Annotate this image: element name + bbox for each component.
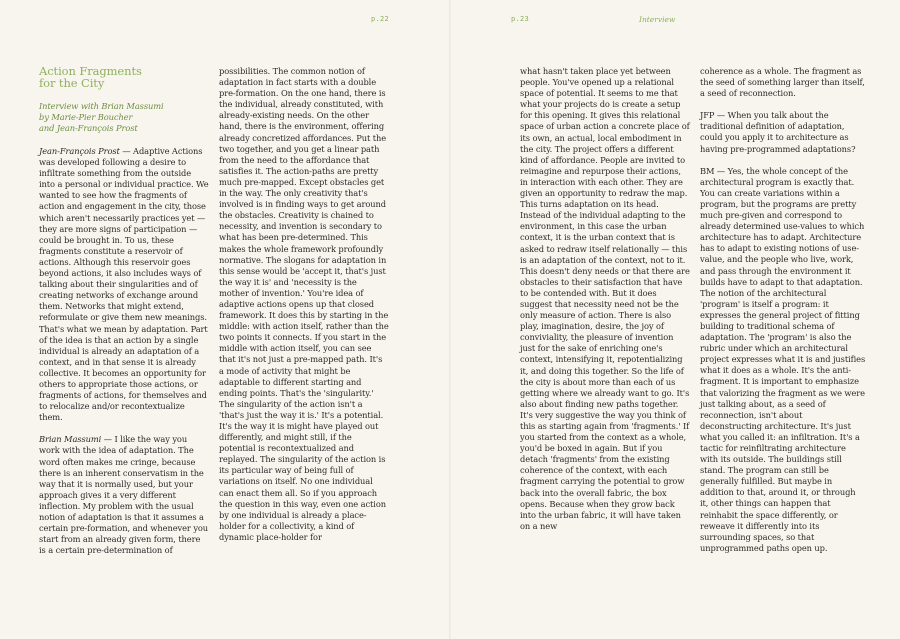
column-3 xyxy=(520,66,690,543)
byline xyxy=(39,101,209,134)
speaker-name: Jean-François Prost xyxy=(39,146,120,156)
left-page-number: p.22 xyxy=(371,15,390,23)
byline-line-3: and Jean-François Prost xyxy=(39,123,138,133)
paragraph-text: — Adaptive Actions was developed following a desire to infiltrate something from the outside into a personal or individual practice. We wanted to see how the fragments of action and engagement in the city, those which aren't necessarily practices yet — they are more signs of participation — could be brought in. To us, these fragments constitute a reservoir of actions. Although this reservoir goes beyond actions, it also includes ways of talking about their singularities and of creating networks of exchange around them. Networks that might extend, reformulate or give them new meanings. That's what we mean by adaptation. Part of the idea is that an action by a single individual is already an adaptation of a context, and in that sense it is already collective. It becomes an opportunity for others to appropriate those actions, or fragments of actions, for themselves and to relocalize and/or recontextualize them. xyxy=(39,146,209,423)
article-title-line-2: for the City xyxy=(39,75,105,90)
right-page-number: p.23 xyxy=(511,15,530,23)
speaker-name: Brian Massumi xyxy=(39,434,102,445)
paragraph-bm-reply xyxy=(39,434,209,556)
paragraph-text: possibilities. The common notion of adaptation in fact starts with a double pre-formation. On the one hand, there is the individual, already constituted, with already-existing needs. On the other hand, there is the environment, offering already concretized affordances. Put the two together, and you get a linear path from the need to the affordance that satisfies it. The action-paths are pretty much pre-mapped. Except obstacles get in the way. The only creativity that's involved is in finding ways to get around the obstacles. Creativity is chained to necessity, and invention is secondary to what has been pre-determined. This makes the whole framework profoundly normative. The slogans for adaptation in this sense would be 'accept it, that's just the way it is' and 'necessity is the mother of invention.' You're idea of adaptive actions opens up that closed framework. It does this by starting in the middle: with action itself, rather than the two points it connects. If you start in the middle with action itself, you can see that it's not just a pre-mapped path. It's a mode of activity that might be adaptable to different starting and ending points. That's the 'singularity.' The singularity of the action isn't a 'that's just the way it is.' It's a potential. It's the way it is might have played out differently, and might still, if the potential is recontextualized and replayed. The singularity of the action is its particular way of being full of variations on itself. No one individual can enact them all. So if you approach the question in this way, even one action by one individual is already a place-holder for a collectivity, a kind of dynamic place-holder for xyxy=(219,66,389,542)
column-1 xyxy=(39,66,209,567)
byline-line-1: Interview with Brian Massumi xyxy=(39,101,164,111)
byline-line-2: by Marie-Pier Boucher xyxy=(39,112,133,122)
page-gutter xyxy=(449,0,451,639)
paragraph-text: what hasn't taken place yet between people. You've opened up a relational space of potential. It seems to me that what your projects do is create a setup for this opening. It gives this relational space of urban action a concrete place of its own, an actual, local embodiment in the city. The project offers a different kind of affordance. People are invited to reimagine and repurpose their actions, in interaction with each other. They are given an opportunity to redraw the map. This turns adaptation on its head. Instead of the individual adapting to the environment, in this case the urban context, it is the urban context that is asked to redraw itself relationally — this is an adaptation of the context, not to it. This doesn't deny needs or that there are obstacles to their satisfaction that have to be contended with. But it does suggest that necessity need not be the only measure of action. There is also play, imagination, desire, the joy of conviviality, the pleasure of invention just for the sake of enriching one's context, intensifying it, repotentializing it, and doing this together. So the life of the city is about more than each of us getting where we already want to go. It's also about finding new paths together. It's very suggestive the way you think of this as starting again from 'fragments.' If you started from the context as a whole, you'd be boxed in again. But if you detach 'fragments' from the existing coherence of the context, with each fragment carrying the potential to grow back into the overall fabric, the box opens. Because when they grow back into the urban fabric, it will have taken on a new xyxy=(520,66,690,531)
article-title xyxy=(39,66,209,89)
paragraph-jfp-intro xyxy=(39,146,209,423)
column-4 xyxy=(700,66,866,565)
section-label: Interview xyxy=(639,15,676,24)
paragraph-bm-answer: BM — Yes, the whole concept of the architectural program is exactly that. You can create variations within a program, but the programs are pretty much pre-given and correspond to already determined use-values to which architecture has to adapt. Architecture has to adapt to existing notions of use-value, and the people who live, work, and pass through the environment it builds have to adapt to that adaptation. The notion of the architectural 'program' is itself a program: it expresses the general project of fitting building to traditional schema of adaptation. The 'program' is also the rubric under which an architectural project expresses what it is and justifies what it does as a whole. It's the anti-fragment. It is important to emphasize that valorizing the fragment as we were just talking about, as a seed of reconnection, isn't about deconstructing architecture. It's just what you called it: an infiltration. It's a tactic for reinfiltrating architecture with its outside. The buildings still stand. The program can still be generally fulfilled. But maybe in addition to that, around it, or through it, other things can happen that reinhabit the space differently, or reweave it differently into its surrounding spaces, so that unprogrammed paths open up. xyxy=(700,165,866,553)
paragraph-text: coherence as a whole. The fragment as the seed of something larger than itself, a seed of reconnection. xyxy=(700,66,865,99)
column-2 xyxy=(219,66,389,554)
paragraph-text: — I like the way you work with the idea of adaptation. The word often makes me cringe, because there is an inherent conservatism in the way that it is normally used, but your approach gives it a very different inflection. My problem with the usual notion of adaptation is that it assumes a certain pre-formation, and whenever you start from an already given form, there is a certain pre-determination of xyxy=(39,434,209,556)
article-title-line-1: Action Fragments xyxy=(39,64,142,78)
paragraph-jfp-question: JFP — When you talk about the traditional definition of adaptation, could you apply it to architecture as having pre-programmed adaptations? xyxy=(700,110,856,154)
